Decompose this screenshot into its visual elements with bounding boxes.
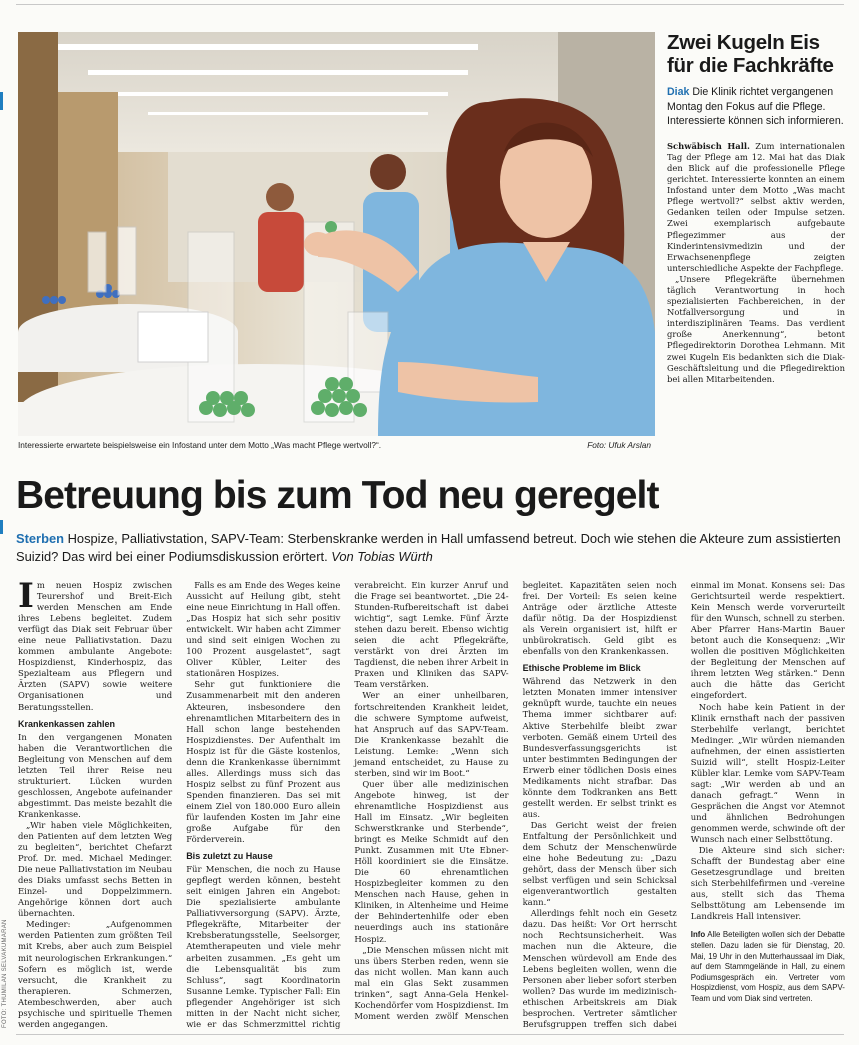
body-paragraph: „Die Menschen müssen nicht mit uns übers Sterben reden, wenn sie das nicht wollen. Man kann auch mal ein Glas Sekt zusammen trinken“, sagt Anna-Gela Henkel-Kochendörfer vom Hospizdienst. Im Moment werden zwölf Menschen begleitet. Kapazitäten seien noch frei. Der Vorteil: Es seien keine Anträge oder ärztliche Atteste dafür nötig. Da der Hospizdienst als Verein organisiert ist, hilft er unbürokratisch. Geld gibt es ebenfalls von den Krankenkassen. xyxy=(354,580,677,1021)
sidebar-paragraph: „Unsere Pflegekräfte übernehmen täglich Verantwortung in hoch spezialisierten Fachbereichen, in der Notfallversorgung und in interdisziplinären Teams. Das verdient große Anerkennung“, betont Pflegedirektorin Dorothea Lehmann. Mit zwei Kugeln Eis bedankten sich die Diak-Geschäftsleitung und die Pflegedirektion bei allen Mitarbeitenden. xyxy=(667,273,845,384)
vertical-photo-credit: FOTO: THUMILAN SELVAKUMARAN xyxy=(2,919,8,1028)
body-paragraph: Quer über alle medizinischen Angebote hinweg, ist der ehrenamtliche Hospizdienst aus Hall im Einsatz. „Wir begleiten Schwerstkranke und Sterbende“, bringt es Meike Schmidt auf den Punkt. Zusammen mit Ute Ebner-Höll koordiniert sie die Einsätze. Die 60 ehrenamtlichen Hospizbegleiter kommen zu den Menschen nach Hause, gehen in Kliniken, in Altenheime und Heime der Behindertenhilfe oder eben neuerdings auch ins stationäre Hospiz. xyxy=(354,778,509,944)
sidebar-headline: Zwei Kugeln Eis für die Fachkräfte xyxy=(667,31,834,77)
body-paragraph: Allerdings fehlt noch ein Gesetz dazu. Das heißt: Vor Ort herrscht noch Rechtsunsicherheit. Was machen nun die Akteure, die Menschen würdevoll am Ende des Lebens begleiten wollen, wenn die Personen aber lieber sofort sterben wollen? Das wurde im medizinisch-ethischen Arbeitskreis am Diak besprochen. Vertreter sämtlicher Berufsgruppen treffen sich dabei einmal im Monat. Konsens sei: Das Gerichtsurteil werde respektiert. Kein Mensch werde vorverurteilt für den Wunsch, schnell zu sterben. Aber Pfarrer Hans-Martin Bauer betont auch die Konsequenz: „Wir wollen die positiven Möglichkeiten der Begleitung der Menschen auf ihrem letzten Weg stärken.“ Denn auch die hätte das Gericht eingefordert. xyxy=(522,580,845,1029)
body-paragraph: Die Akteure sind sich sicher: Schafft der Bundestag aber eine Gesetzesgrundlage und breiten sich Sterbehilfefirmen und -vereine aus, stellt sich das Thema Selbsttötung am Lebensende im Landkreis Hall intensiver. xyxy=(690,845,845,922)
main-kicker: Sterben xyxy=(16,531,64,546)
sidebar-teaser xyxy=(667,85,845,129)
main-headline: Betreuung bis zum Tod neu geregelt xyxy=(16,474,659,517)
body-paragraph: Wer an einer unheilbaren, fortschreitenden Krankheit leidet, die schwere Symptome aufweist, hat Anspruch auf das SAPV-Team. Die Krankenkasse bezahlt die Leistung. Lemke: „Wenn sich jemand entscheidet, zu Hause zu sterben, sind wir im Boot.“ xyxy=(354,690,509,778)
info-text: Alle Beteiligten wollen sich der Debatte stellen. Dazu laden sie für Dienstag, 20. Mai, 19 Uhr in den Mutterhaussaal im Diak, auf dem Stammgelände in Hall, zu einem Podiumsgespräch ein. Vertreter vom Hospizdienst, vom Hospiz, aus dem SAPV-Team und vom Diak sind vertreten. xyxy=(690,930,845,1004)
photo-credit: Foto: Ufuk Arslan xyxy=(587,440,651,450)
sidebar-body xyxy=(667,141,845,385)
main-deck xyxy=(16,530,846,565)
main-author: Von Tobias Würth xyxy=(331,548,433,564)
body-paragraph: Sehr gut funktioniere die Zusammenarbeit mit den anderen Akteuren, insbesondere den ehrenamtlichen Mitarbeitern des in Hall schon lange bestehenden Hospizdienstes. Der Aufenthalt im Hospiz ist für die Gäste kostenlos, denn die Krankenkasse übernimmt alles. Allerdings muss sich das Hospiz selbst zu fünf Prozent aus Spenden finanzieren. Das sei mit einem Ziel von 180.000 Euro allein für laufenden Kosten im Jahr eine große Aufgabe für den Förderverein. xyxy=(186,679,341,845)
body-paragraph: Das Gericht weist der freien Entfaltung der Persönlichkeit und dem Schutz der Menschenwürde eine hohe Bedeutung zu: „Dazu gehört, dass der Mensch über sich selbst verfügen und sein Schicksal eigenverantwortlich gestalten kann.“ xyxy=(522,819,677,908)
body-paragraph: Falls es am Ende des Weges keine Aussicht auf Heilung gibt, steht eine neue Einrichtung in Hall offen. „Das Hospiz hat sich sehr positiv entwickelt. Wir haben acht Zimmer und sind seit einigen Wochen zu 100 Prozent ausgelastet“, sagt Oliver Kübler, Leiter des stationären Hospizes. xyxy=(186,580,341,679)
caption-text: Interessierte erwartete beispielsweise ein Infostand unter dem Motto „Was macht Pflege wertvoll?“. xyxy=(18,440,382,450)
sidebar-dateline: Schwäbisch Hall. xyxy=(667,140,750,151)
body-paragraph: „Wir haben viele Möglichkeiten, den Patienten auf dem letzten Weg zu begleiten“, berichtet Chefarzt Prof. Dr. med. Michael Medinger. Die neue Palliativstation im Neubau des Diaks umfasst sechs Betten in Einzel- und Doppelzimmern. Angehörige können dort auch übernachten. xyxy=(18,819,173,919)
body-paragraph: In den vergangenen Monaten haben die Verantwortlichen die Begleitung von Menschen auf dem letzten Teil ihrer Reise neu strukturiert. Lücken wurden geschlossen, Angebote aufeinander abgestimmt. Das meiste bezahlt die Krankenkasse. xyxy=(18,731,173,819)
body-paragraph: Während das Netzwerk in den letzten Monaten immer intensiver geknüpft wurde, tauchte ein neues Thema immer sichtbarer auf: Aktive Sterbehilfe bleibt zwar verboten. Gemäß einem Urteil des Bundesverfassungsgerichts ist unter bestimmten Bedingungen der Erwerb einer tödlichen Dosis eines Medikaments nicht strafbar. Das könnte dem Todkranken ans Bett gestellt werden. Er selbst trinkt es aus. xyxy=(522,676,677,819)
sidebar-paragraph xyxy=(667,141,845,274)
lead-text: m neuen Hospiz zwischen Teurershof und Breit-Eich werden Menschen am Ende ihres Lebens begleitet. Zudem verfügt das Diak seit Februar über eine neue Palliativstation. Dazu kommen ambulante Angebote: Hospizdienst, Kinderhospiz, das Spezialteam aus Pflegern und Ärzten (SAPV) sowie weitere Organisationen und Beratungsstellen. xyxy=(18,580,173,712)
body-paragraph: Für Menschen, die noch zu Hause gepflegt werden können, besteht seit einigen Jahren ein Angebot: Die spezialisierte ambulante Palliativversorgung (SAPV). Ärzte, Pflegekräfte, Mitarbeiter der Krebsberatungsstelle, Seelsorger, Atemtherapeuten und viele mehr arbeiten zusammen. „Es geht um die Lebensqualität bis zum Schluss“, sagt Koordinatorin Susanne Lemke. Typischer Fall: Ein pflegender Angehöriger ist sich mitten in der Nacht nicht sicher, wie er das Schmerzmittel richtig verabreicht. Ein kurzer Anruf und die Frage sei beantwortet. „Die 24-Stunden-Rufbereitschaft ist dabei wichtig“, sagt Lemke. Fünf Ärzte stehen dazu bereit. Ebenso wichtig seien die acht Pflegekräfte, verstärkt von drei Ärzten im Tagdienst, die neben ihrer Arbeit in Praxen und Kliniken das SAPV-Team verstärken. xyxy=(186,580,509,1029)
subheading: Bis zuletzt zu Hause xyxy=(186,851,273,862)
body-paragraph: Noch habe kein Patient in der Klinik ernsthaft nach der passiven Sterbehilfe verlangt, berichtet Medinger. „Wir würden niemanden aufnehmen, der einen assistierten Suizid will“, stellt Hospiz-Leiter Kübler klar. Lemke vom SAPV-Team sagt: „Wir werden ab und an danach gefragt.“ Wenn in Gesprächen die Angst vor Atemnot und ähnlichen Bedrohungen genommen werde, schwinde oft der Wunsch nach einer Selbsttötung. xyxy=(690,701,845,845)
subheading: Krankenkassen zahlen xyxy=(18,718,116,729)
article-photo xyxy=(18,32,655,436)
drop-cap: I xyxy=(18,576,34,616)
lead-paragraph xyxy=(18,576,173,713)
subheading: Ethische Probleme im Blick xyxy=(522,663,641,674)
sidebar-kicker: Diak xyxy=(667,86,690,98)
photo-illustration xyxy=(18,32,655,436)
margin-marker xyxy=(0,92,3,110)
body-paragraph: Medinger: „Aufgenommen werden Patienten zum größten Teil mit Krebs, aber auch zum Beispiel mit neurologischen Erkrankungen.“ Sofern es möglich ist, werde versucht, die Krankheit zu therapieren. Schmerzen, Atembeschwerden, aber auch psychische und spirituelle Themen werden angegangen. xyxy=(18,919,173,1029)
sidebar-article xyxy=(667,31,845,385)
sidebar-paragraph-text: Zum internationalen Tag der Pflege am 12. Mai hat das Diak den Blick auf die professionelle Pflege gerichtet. Interessierte konnten an einem Infostand unter dem Motto „Was macht Pflege wertvoll?“ selbst aktiv werden, Gedanken teilen oder Impulse setzen. Zwei exemplarisch aufgebaute Pflegezimmer aus der Kinderintensivmedizin und der Erwachsenenpflege zeigten unterschiedliche Aspekte der Fachpflege. xyxy=(667,140,845,273)
info-box xyxy=(691,930,845,1004)
bottom-rule xyxy=(16,1034,844,1035)
top-rule xyxy=(16,4,844,5)
margin-marker xyxy=(0,520,3,534)
main-deck-text: Hospize, Palliativstation, SAPV-Team: Sterbenskranke werden in Hall umfassend betreut. Doch wie stehen die Akteure zum assistierten Suizid? Das wird bei einer Podiumsdiskussion erörtert. xyxy=(16,531,841,564)
photo-caption xyxy=(18,440,655,450)
main-article-body xyxy=(18,576,845,1032)
sidebar-teaser-text: Die Klinik richtet vergangenen Montag den Fokus auf die Pflege. Interessierte können sich informieren. xyxy=(667,86,844,128)
info-label: Info xyxy=(690,930,706,940)
